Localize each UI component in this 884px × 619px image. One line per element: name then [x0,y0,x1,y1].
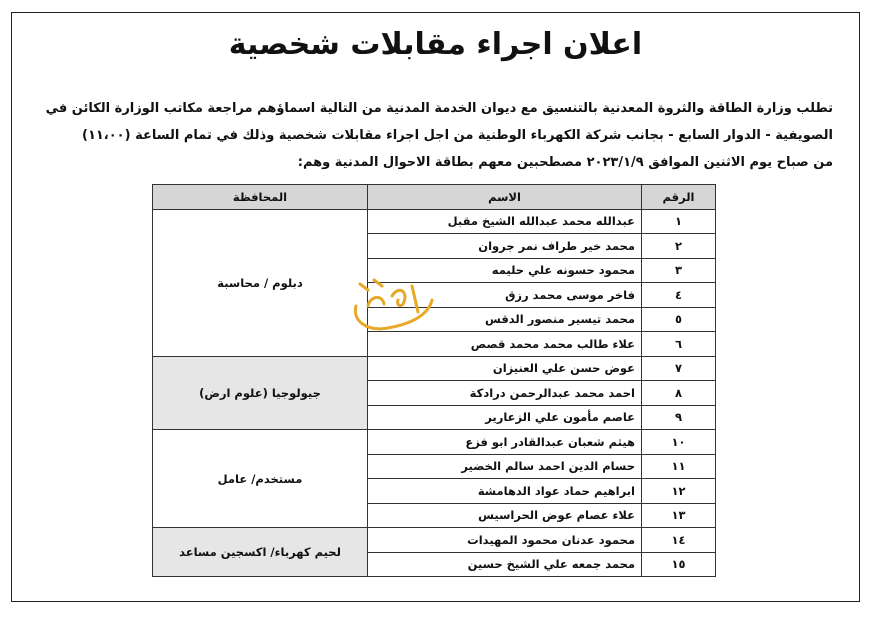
row-name: محمد تيسير منصور الدقس [368,307,642,332]
row-name: علاء طالب محمد محمد قصص [368,332,642,357]
row-governorate: مستخدم/ عامل [153,430,368,528]
table-header-row [153,185,716,210]
table-body [153,209,716,577]
candidates-table [152,184,716,577]
row-number: ٨ [642,381,716,406]
row-name: حسام الدين احمد سالم الخضير [368,454,642,479]
table-row [153,356,716,381]
intro-paragraph [34,95,833,176]
row-name: محمد جمعه علي الشيخ حسين [368,552,642,577]
row-number: ١ [642,209,716,234]
row-number: ٥ [642,307,716,332]
table-row [153,528,716,553]
row-name: عاصم مأمون علي الزعارير [368,405,642,430]
row-number: ١٤ [642,528,716,553]
table-row [153,430,716,455]
row-name: هيثم شعبان عبدالقادر ابو فزع [368,430,642,455]
ammon-watermark-logo [348,276,436,338]
row-number: ٩ [642,405,716,430]
row-number: ١٣ [642,503,716,528]
header-governorate: المحافظة [153,185,368,210]
table-row [153,209,716,234]
header-number: الرقم [642,185,716,210]
row-number: ١٥ [642,552,716,577]
row-name: علاء عصام عوض الحراسيس [368,503,642,528]
row-name: عوض حسن علي العنيزان [368,356,642,381]
row-number: ٧ [642,356,716,381]
intro-line-1: تطلب وزارة الطاقة والثروة المعدنية بالتنسيق مع ديوان الخدمة المدنية من التالية اسماؤهم مراجعة مكاتب الوزارة الكائن في [45,101,833,116]
row-name: محمود حسونه علي حليمه [368,258,642,283]
intro-line-2: الصويفية - الدوار السابع - بجانب شركة الكهرباء الوطنية من اجل اجراء مقابلات شخصية وذلك في تمام الساعة (١١،٠٠) [81,128,833,143]
row-governorate: دبلوم / محاسبة [153,209,368,356]
row-governorate: جيولوجيا (علوم ارض) [153,356,368,430]
row-number: ٤ [642,283,716,308]
row-name: محمود عدنان محمود المهيدات [368,528,642,553]
row-name: ابراهيم حماد عواد الدهامشة [368,479,642,504]
row-number: ٣ [642,258,716,283]
row-name: احمد محمد عبدالرحمن درادكة [368,381,642,406]
announcement-title: اعلان اجراء مقابلات شخصية [228,27,643,62]
intro-line-3: من صباح يوم الاثنين الموافق ٢٠٢٣/١/٩ مصطحبين معهم بطاقة الاحوال المدنية وهم: [297,155,833,170]
row-name: فاخر موسى محمد رزق [368,283,642,308]
row-number: ١٠ [642,430,716,455]
header-name: الاسم [368,185,642,210]
row-governorate: لحيم كهرباء/ اكسجين مساعد [153,528,368,577]
row-number: ٢ [642,234,716,259]
row-name: عبدالله محمد عبدالله الشيخ مقبل [368,209,642,234]
row-number: ٦ [642,332,716,357]
row-number: ١١ [642,454,716,479]
row-name: محمد خير طراف نمر جروان [368,234,642,259]
row-number: ١٢ [642,479,716,504]
